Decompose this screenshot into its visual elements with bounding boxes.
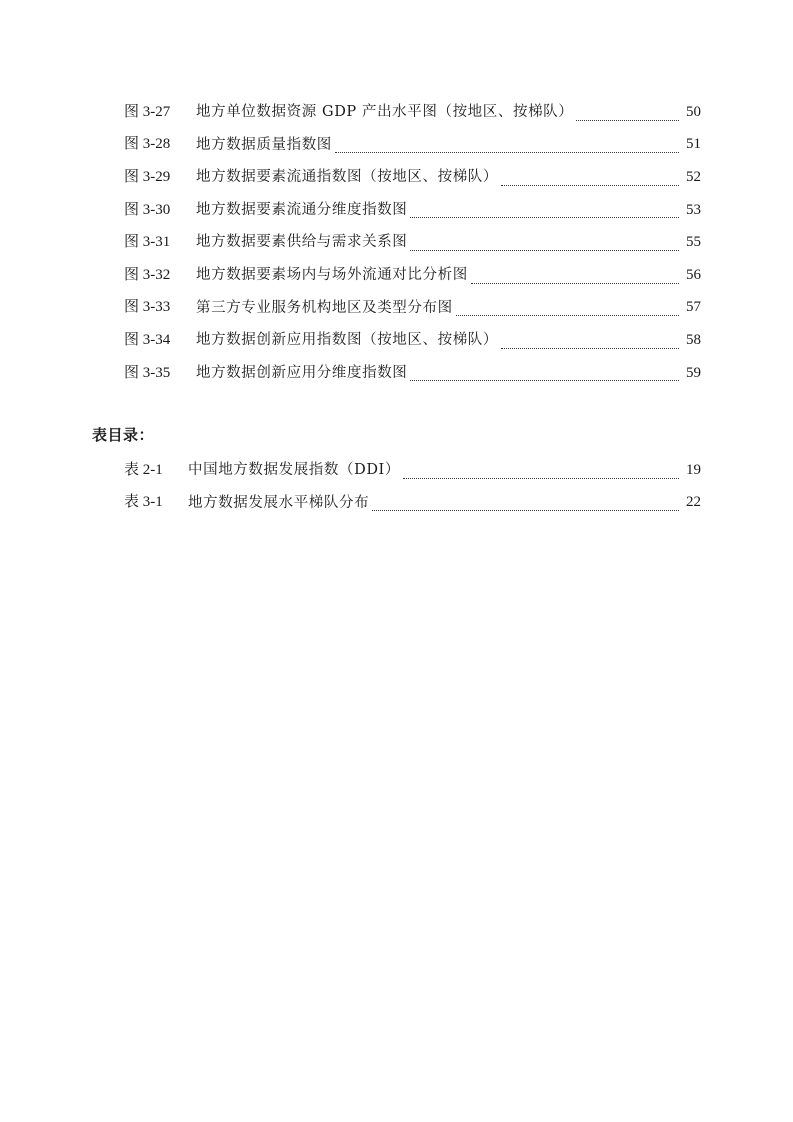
dot-leader (576, 119, 679, 121)
entry-page-number: 53 (686, 201, 701, 218)
toc-entry[interactable] (0, 194, 793, 227)
entry-page-number: 58 (686, 331, 701, 348)
toc-entry[interactable] (0, 292, 793, 325)
dot-leader (456, 314, 679, 316)
dot-leader (410, 379, 679, 381)
toc-entry[interactable] (0, 129, 793, 162)
toc-entry[interactable] (0, 487, 793, 520)
entry-page-number: 50 (686, 103, 701, 120)
dot-leader (372, 509, 679, 511)
entry-title: 地方数据要素流通指数图（按地区、按梯队） (196, 169, 498, 186)
entry-title: 地方数据创新应用指数图（按地区、按梯队） (196, 332, 498, 349)
dot-leader (501, 347, 679, 349)
entry-title: 地方数据要素供给与需求关系图 (196, 234, 408, 251)
dot-leader (501, 184, 679, 186)
entry-page-number: 19 (686, 461, 701, 478)
toc-entry[interactable] (0, 259, 793, 292)
entry-page-number: 51 (686, 136, 701, 153)
table-list (0, 454, 793, 519)
entry-number: 图 3-33 (124, 299, 171, 316)
entry-title: 中国地方数据发展指数（DDI） (188, 462, 400, 479)
entry-title: 地方数据质量指数图 (196, 136, 332, 153)
figure-list (0, 96, 793, 389)
toc-entry[interactable] (0, 324, 793, 357)
dot-leader (403, 477, 679, 479)
entry-page-number: 56 (686, 266, 701, 283)
entry-number: 表 3-1 (124, 494, 163, 511)
tables-section-heading: 表目录： (92, 426, 155, 444)
entry-number: 表 2-1 (124, 461, 163, 478)
entry-number: 图 3-34 (124, 331, 171, 348)
entry-page-number: 59 (686, 364, 701, 381)
entry-title: 第三方专业服务机构地区及类型分布图 (196, 299, 453, 316)
toc-entry[interactable] (0, 454, 793, 487)
entry-number: 图 3-28 (124, 136, 171, 153)
entry-title: 地方数据发展水平梯队分布 (188, 494, 370, 511)
toc-entry[interactable] (0, 357, 793, 390)
entry-number: 图 3-32 (124, 266, 171, 283)
toc-entry[interactable] (0, 96, 793, 129)
entry-number: 图 3-35 (124, 364, 171, 381)
toc-entry[interactable] (0, 226, 793, 259)
dot-leader (335, 151, 679, 153)
entry-number: 图 3-29 (124, 168, 171, 185)
entry-title: 地方数据要素场内与场外流通对比分析图 (196, 267, 468, 284)
dot-leader (410, 216, 679, 218)
dot-leader (410, 249, 679, 251)
dot-leader (471, 282, 679, 284)
entry-page-number: 55 (686, 234, 701, 251)
entry-page-number: 52 (686, 168, 701, 185)
entry-title: 地方单位数据资源 GDP 产出水平图（按地区、按梯队） (196, 104, 574, 121)
toc-entry[interactable] (0, 161, 793, 194)
entry-page-number: 57 (686, 299, 701, 316)
entry-title: 地方数据创新应用分维度指数图 (196, 364, 408, 381)
entry-page-number: 22 (686, 494, 701, 511)
entry-number: 图 3-30 (124, 201, 171, 218)
entry-number: 图 3-31 (124, 234, 171, 251)
entry-number: 图 3-27 (124, 103, 171, 120)
entry-title: 地方数据要素流通分维度指数图 (196, 201, 408, 218)
